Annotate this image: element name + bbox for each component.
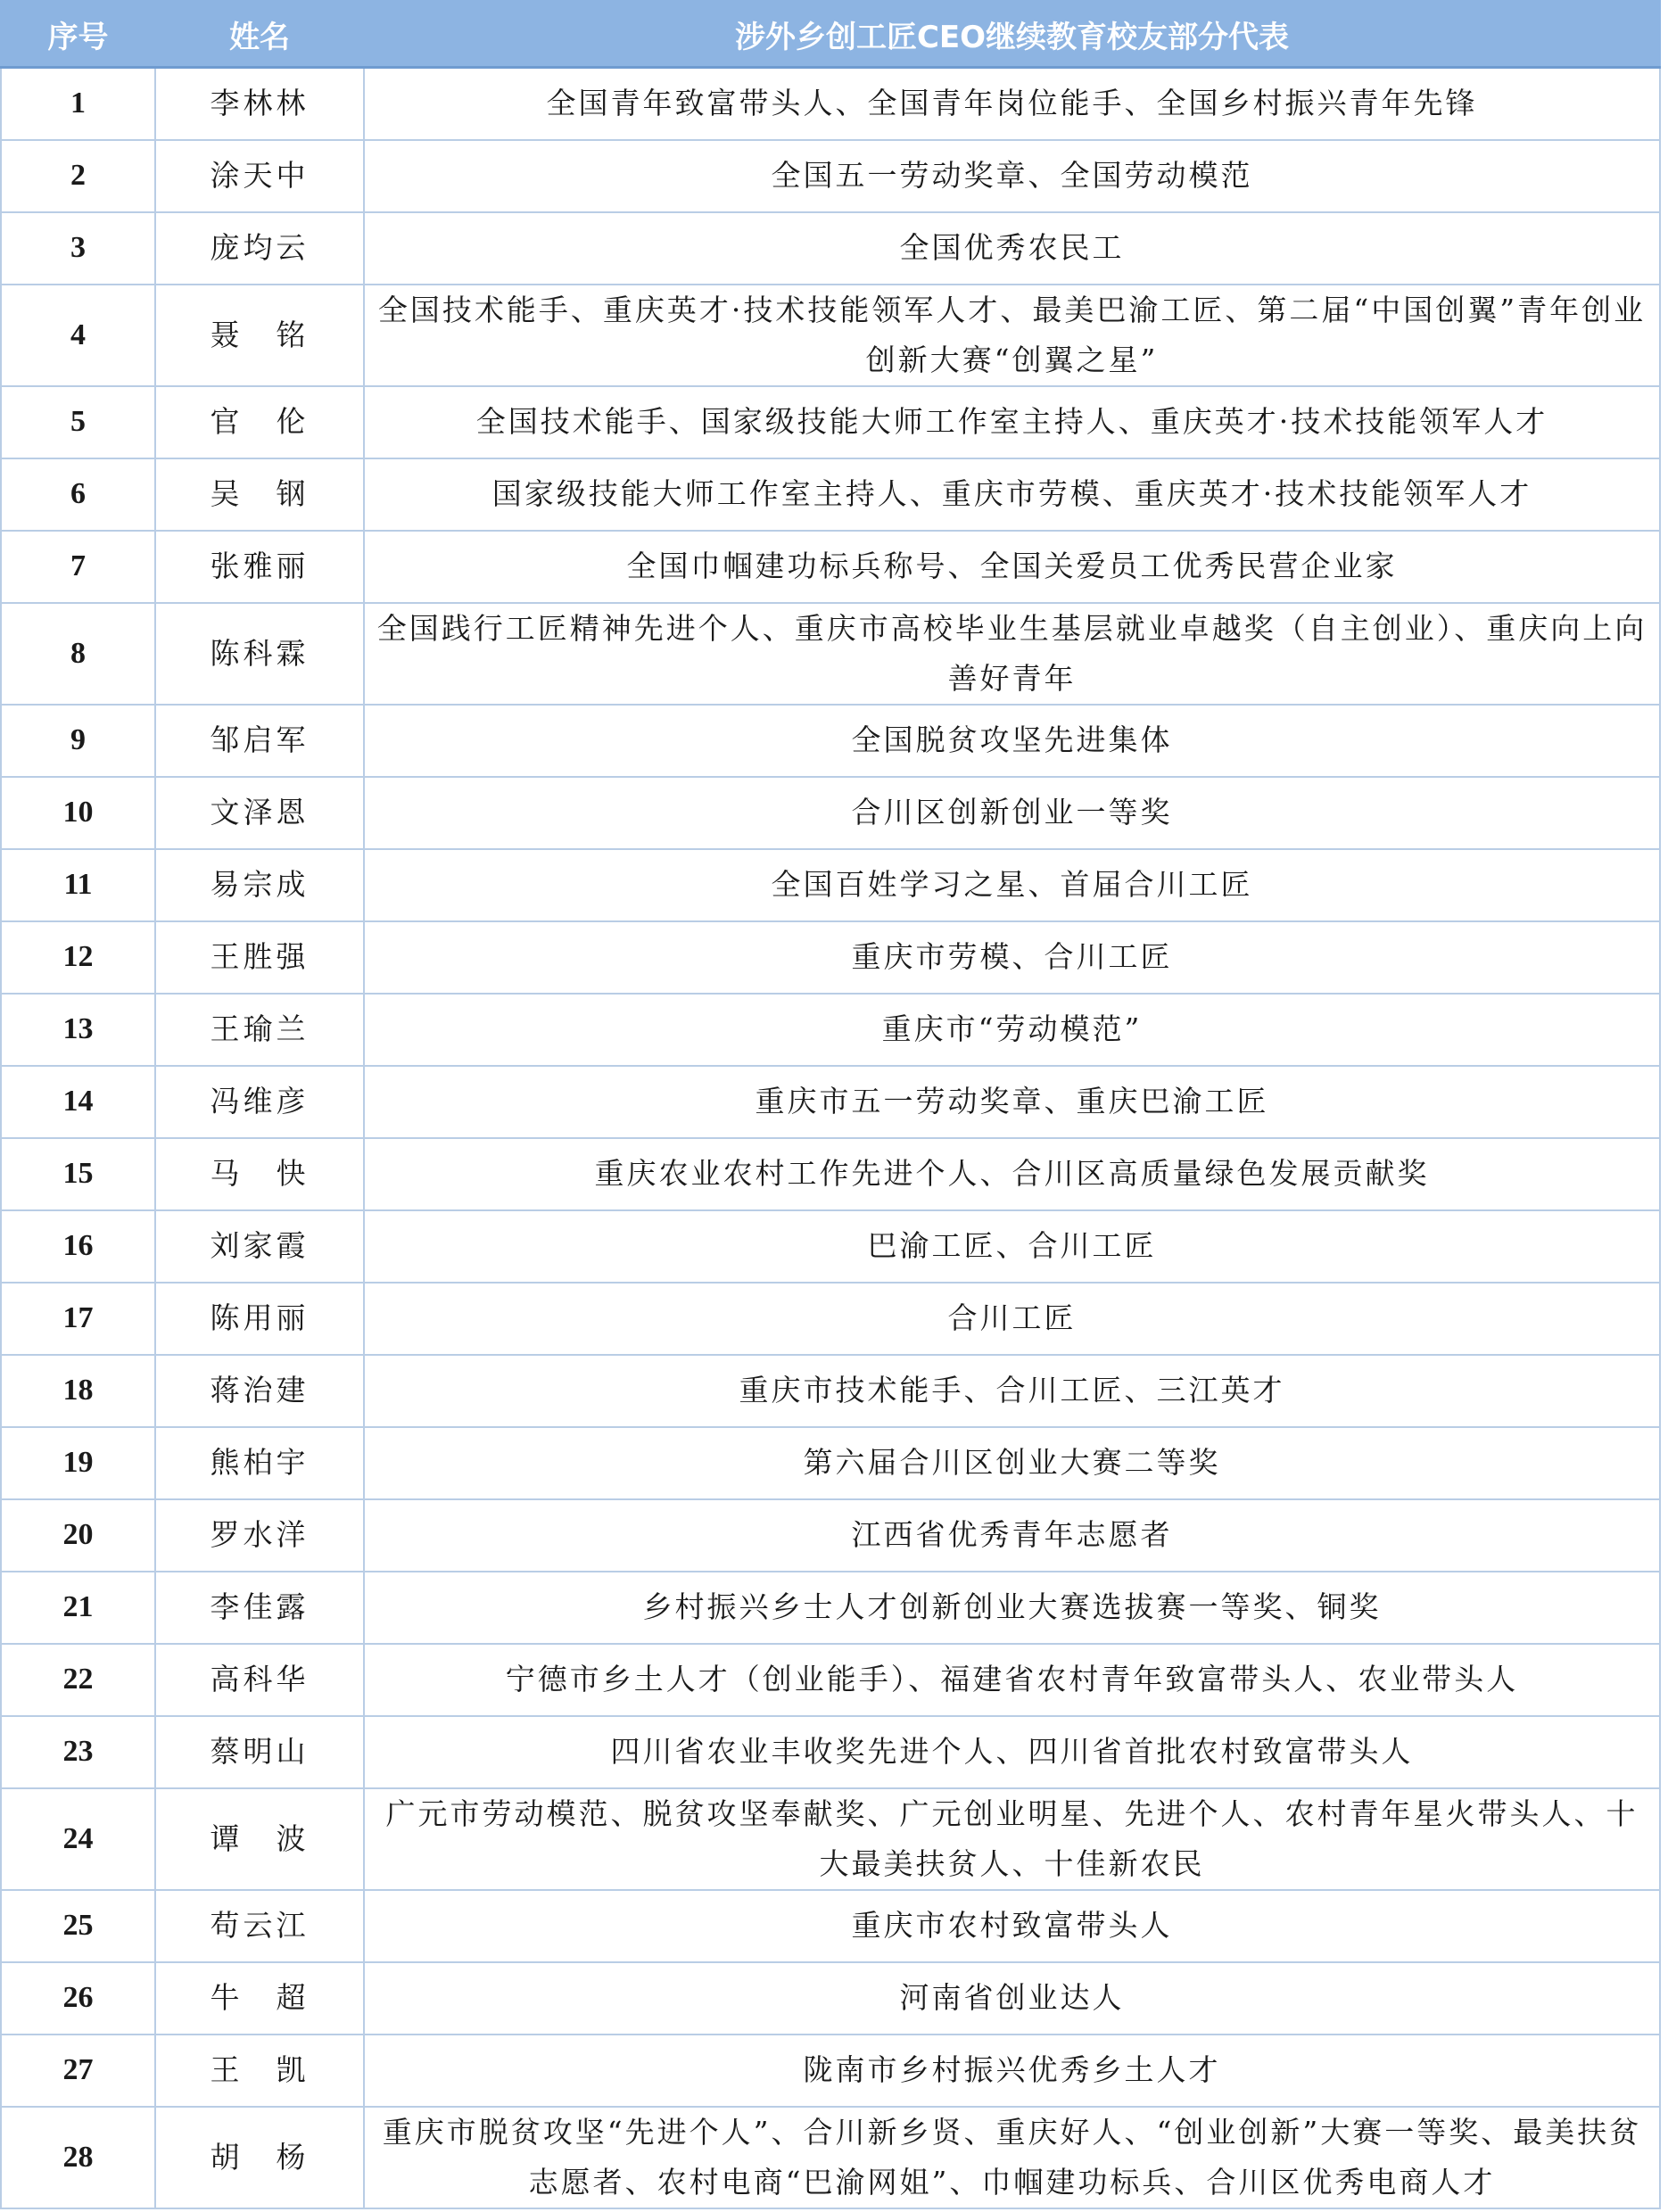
table-row	[1, 285, 1660, 386]
table-row	[1, 458, 1660, 531]
row-number: 22	[1, 1644, 155, 1716]
table-row	[1, 603, 1660, 705]
table-row	[1, 1788, 1660, 1890]
table-row	[1, 2107, 1660, 2208]
row-honors: 重庆市脱贫攻坚“先进个人”、合川新乡贤、重庆好人、“创业创新”大赛一等奖、最美扶贫志愿者、农村电商“巴渝网姐”、巾帼建功标兵、合川区优秀电商人才	[364, 2107, 1660, 2208]
row-honors: 全国技术能手、国家级技能大师工作室主持人、重庆英才·技术技能领军人才	[364, 386, 1660, 458]
row-name: 马 快	[155, 1138, 364, 1210]
table-row	[1, 2035, 1660, 2107]
row-number: 23	[1, 1716, 155, 1788]
row-honors: 国家级技能大师工作室主持人、重庆市劳模、重庆英才·技术技能领军人才	[364, 458, 1660, 531]
row-number: 13	[1, 994, 155, 1066]
table-row	[1, 1962, 1660, 2035]
table-row	[1, 1572, 1660, 1644]
table-row	[1, 1066, 1660, 1138]
table-row	[1, 531, 1660, 603]
row-honors: 巴渝工匠、合川工匠	[364, 1210, 1660, 1283]
table-row	[1, 1427, 1660, 1499]
row-number: 24	[1, 1788, 155, 1890]
row-name: 聂 铭	[155, 285, 364, 386]
table-row	[1, 994, 1660, 1066]
table-row	[1, 386, 1660, 458]
row-name: 吴 钢	[155, 458, 364, 531]
row-name: 李佳露	[155, 1572, 364, 1644]
row-number: 9	[1, 705, 155, 777]
row-name: 苟云江	[155, 1890, 364, 1962]
table-row	[1, 1890, 1660, 1962]
row-number: 7	[1, 531, 155, 603]
row-name: 张雅丽	[155, 531, 364, 603]
row-name: 高科华	[155, 1644, 364, 1716]
row-honors: 河南省创业达人	[364, 1962, 1660, 2035]
row-honors: 重庆市技术能手、合川工匠、三江英才	[364, 1355, 1660, 1427]
row-name: 罗水洋	[155, 1499, 364, 1572]
table-row	[1, 140, 1660, 212]
table-row	[1, 1210, 1660, 1283]
row-number: 27	[1, 2035, 155, 2107]
row-honors: 重庆农业农村工作先进个人、合川区高质量绿色发展贡献奖	[364, 1138, 1660, 1210]
table-row	[1, 1138, 1660, 1210]
header-no: 序号	[1, 1, 155, 68]
row-name: 蒋治建	[155, 1355, 364, 1427]
row-honors: 全国脱贫攻坚先进集体	[364, 705, 1660, 777]
row-number: 16	[1, 1210, 155, 1283]
row-number: 18	[1, 1355, 155, 1427]
row-name: 冯维彦	[155, 1066, 364, 1138]
row-number: 11	[1, 849, 155, 921]
row-name: 陈用丽	[155, 1283, 364, 1355]
row-name: 王瑜兰	[155, 994, 364, 1066]
row-honors: 陇南市乡村振兴优秀乡土人才	[364, 2035, 1660, 2107]
row-name: 庞均云	[155, 212, 364, 285]
row-honors: 合川工匠	[364, 1283, 1660, 1355]
row-number: 5	[1, 386, 155, 458]
row-honors: 重庆市劳模、合川工匠	[364, 921, 1660, 994]
row-name: 谭 波	[155, 1788, 364, 1890]
row-honors: 宁德市乡土人才（创业能手）、福建省农村青年致富带头人、农业带头人	[364, 1644, 1660, 1716]
row-number: 20	[1, 1499, 155, 1572]
row-honors: 全国青年致富带头人、全国青年岗位能手、全国乡村振兴青年先锋	[364, 68, 1660, 140]
row-honors: 全国优秀农民工	[364, 212, 1660, 285]
table-row	[1, 1355, 1660, 1427]
row-name: 王胜强	[155, 921, 364, 994]
row-number: 26	[1, 1962, 155, 2035]
table-row	[1, 849, 1660, 921]
row-honors: 全国巾帼建功标兵称号、全国关爱员工优秀民营企业家	[364, 531, 1660, 603]
row-number: 4	[1, 285, 155, 386]
row-number: 1	[1, 68, 155, 140]
row-number: 28	[1, 2107, 155, 2208]
row-honors: 合川区创新创业一等奖	[364, 777, 1660, 849]
table-row	[1, 1716, 1660, 1788]
row-honors: 四川省农业丰收奖先进个人、四川省首批农村致富带头人	[364, 1716, 1660, 1788]
row-name: 邹启军	[155, 705, 364, 777]
row-honors: 江西省优秀青年志愿者	[364, 1499, 1660, 1572]
row-name: 文泽恩	[155, 777, 364, 849]
row-number: 12	[1, 921, 155, 994]
row-honors: 第六届合川区创业大赛二等奖	[364, 1427, 1660, 1499]
row-honors: 全国践行工匠精神先进个人、重庆市高校毕业生基层就业卓越奖（自主创业）、重庆向上向善好青年	[364, 603, 1660, 705]
row-honors: 重庆市五一劳动奖章、重庆巴渝工匠	[364, 1066, 1660, 1138]
row-name: 熊柏宇	[155, 1427, 364, 1499]
row-number: 19	[1, 1427, 155, 1499]
table-row	[1, 921, 1660, 994]
row-honors: 全国百姓学习之星、首届合川工匠	[364, 849, 1660, 921]
row-honors: 全国五一劳动奖章、全国劳动模范	[364, 140, 1660, 212]
row-name: 官 伦	[155, 386, 364, 458]
table-row	[1, 705, 1660, 777]
header-desc: 涉外乡创工匠CEO继续教育校友部分代表	[364, 1, 1660, 68]
row-name: 李林林	[155, 68, 364, 140]
row-name: 胡 杨	[155, 2107, 364, 2208]
row-number: 17	[1, 1283, 155, 1355]
table-row	[1, 1499, 1660, 1572]
row-name: 易宗成	[155, 849, 364, 921]
row-number: 21	[1, 1572, 155, 1644]
table-row	[1, 212, 1660, 285]
row-number: 25	[1, 1890, 155, 1962]
table-header-row	[1, 1, 1660, 68]
row-honors: 乡村振兴乡士人才创新创业大赛选拔赛一等奖、铜奖	[364, 1572, 1660, 1644]
row-name: 陈科霖	[155, 603, 364, 705]
row-number: 15	[1, 1138, 155, 1210]
row-number: 10	[1, 777, 155, 849]
row-name: 蔡明山	[155, 1716, 364, 1788]
row-name: 王 凯	[155, 2035, 364, 2107]
row-number: 2	[1, 140, 155, 212]
table-row	[1, 1283, 1660, 1355]
table-row	[1, 68, 1660, 140]
row-honors: 广元市劳动模范、脱贫攻坚奉献奖、广元创业明星、先进个人、农村青年星火带头人、十大最美扶贫人、十佳新农民	[364, 1788, 1660, 1890]
row-number: 6	[1, 458, 155, 531]
row-honors: 重庆市农村致富带头人	[364, 1890, 1660, 1962]
row-name: 牛 超	[155, 1962, 364, 2035]
table-row	[1, 1644, 1660, 1716]
row-honors: 全国技术能手、重庆英才·技术技能领军人才、最美巴渝工匠、第二届“中国创翼”青年创业创新大赛“创翼之星”	[364, 285, 1660, 386]
row-name: 刘家霞	[155, 1210, 364, 1283]
row-number: 8	[1, 603, 155, 705]
row-name: 涂天中	[155, 140, 364, 212]
header-name: 姓名	[155, 1, 364, 68]
row-number: 14	[1, 1066, 155, 1138]
row-number: 3	[1, 212, 155, 285]
row-honors: 重庆市“劳动模范”	[364, 994, 1660, 1066]
table-row	[1, 777, 1660, 849]
